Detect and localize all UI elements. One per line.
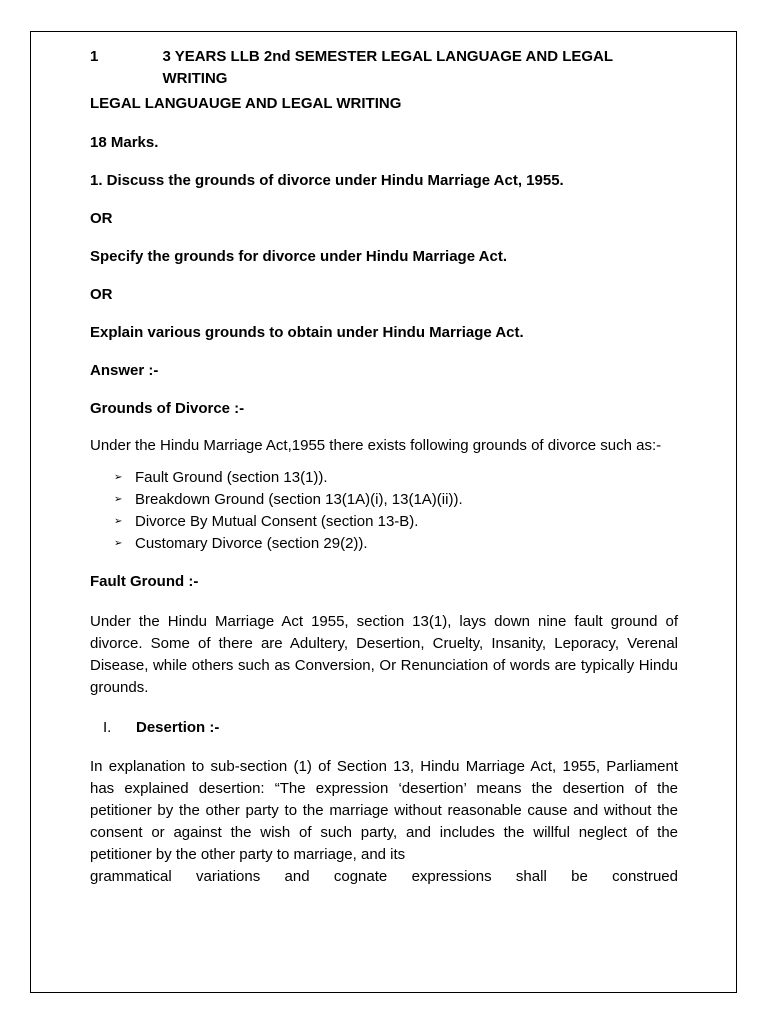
desertion-paragraph: In explanation to sub-section (1) of Section 13, Hindu Marriage Act, 1955, Parliament has explained desertion: “The expression ‘desertion’ means the desertion of the petitioner by the other party to the marriage without reasonable cause and without the consent or against the wish of such party, and includes the willful neglect of the petitioner by the other party to marriage, and its <box>90 758 678 863</box>
question-2: Specify the grounds for divorce under Hindu Marriage Act. <box>90 248 508 265</box>
desertion-heading: Desertion :- <box>136 719 220 736</box>
or-separator-1: OR <box>90 210 113 227</box>
list-item: ➢ Customary Divorce (section 29(2)). <box>114 533 678 555</box>
page-header <box>90 46 678 87</box>
answer-label: Answer :- <box>90 362 159 379</box>
grounds-heading: Grounds of Divorce :- <box>90 400 245 417</box>
question-1: 1. Discuss the grounds of divorce under Hindu Marriage Act, 1955. <box>90 172 564 189</box>
arrow-bullet-icon: ➢ <box>114 494 123 505</box>
subject-heading: LEGAL LANGUAUGE AND LEGAL WRITING <box>90 95 402 112</box>
question-3: Explain various grounds to obtain under Hindu Marriage Act. <box>90 324 524 341</box>
list-item: ➢ Fault Ground (section 13(1)). <box>114 467 678 489</box>
arrow-bullet-icon: ➢ <box>114 538 123 549</box>
desertion-heading-row <box>90 717 678 739</box>
intro-paragraph: Under the Hindu Marriage Act,1955 there exists following grounds of divorce such as:- <box>90 437 662 454</box>
header-title: 3 YEARS LLB 2nd SEMESTER LEGAL LANGUAGE AND LEGAL WRITING <box>162 48 613 87</box>
or-separator-2: OR <box>90 286 113 303</box>
document-body <box>90 46 678 888</box>
list-item: ➢ Breakdown Ground (section 13(1A)(i), 13(1A)(ii)). <box>114 489 678 511</box>
arrow-bullet-icon: ➢ <box>114 472 123 483</box>
desertion-paragraph-last-line: grammatical variations and cognate expressions shall be construed <box>90 868 678 885</box>
marks-label: 18 Marks. <box>90 134 159 151</box>
list-item: ➢ Divorce By Mutual Consent (section 13-B). <box>114 511 678 533</box>
fault-ground-heading: Fault Ground :- <box>90 573 199 590</box>
arrow-bullet-icon: ➢ <box>114 516 123 527</box>
page-number: 1 <box>90 48 99 65</box>
roman-numeral: I. <box>103 719 112 736</box>
fault-ground-paragraph: Under the Hindu Marriage Act 1955, section 13(1), lays down nine fault ground of divorce. Some of there are Adultery, Desertion, Cruelty, Insanity, Leporacy, Verenal Disease, while others such as Conversion, Or Renunciation of words are typically Hindu grounds. <box>90 613 678 696</box>
grounds-list <box>90 467 678 555</box>
